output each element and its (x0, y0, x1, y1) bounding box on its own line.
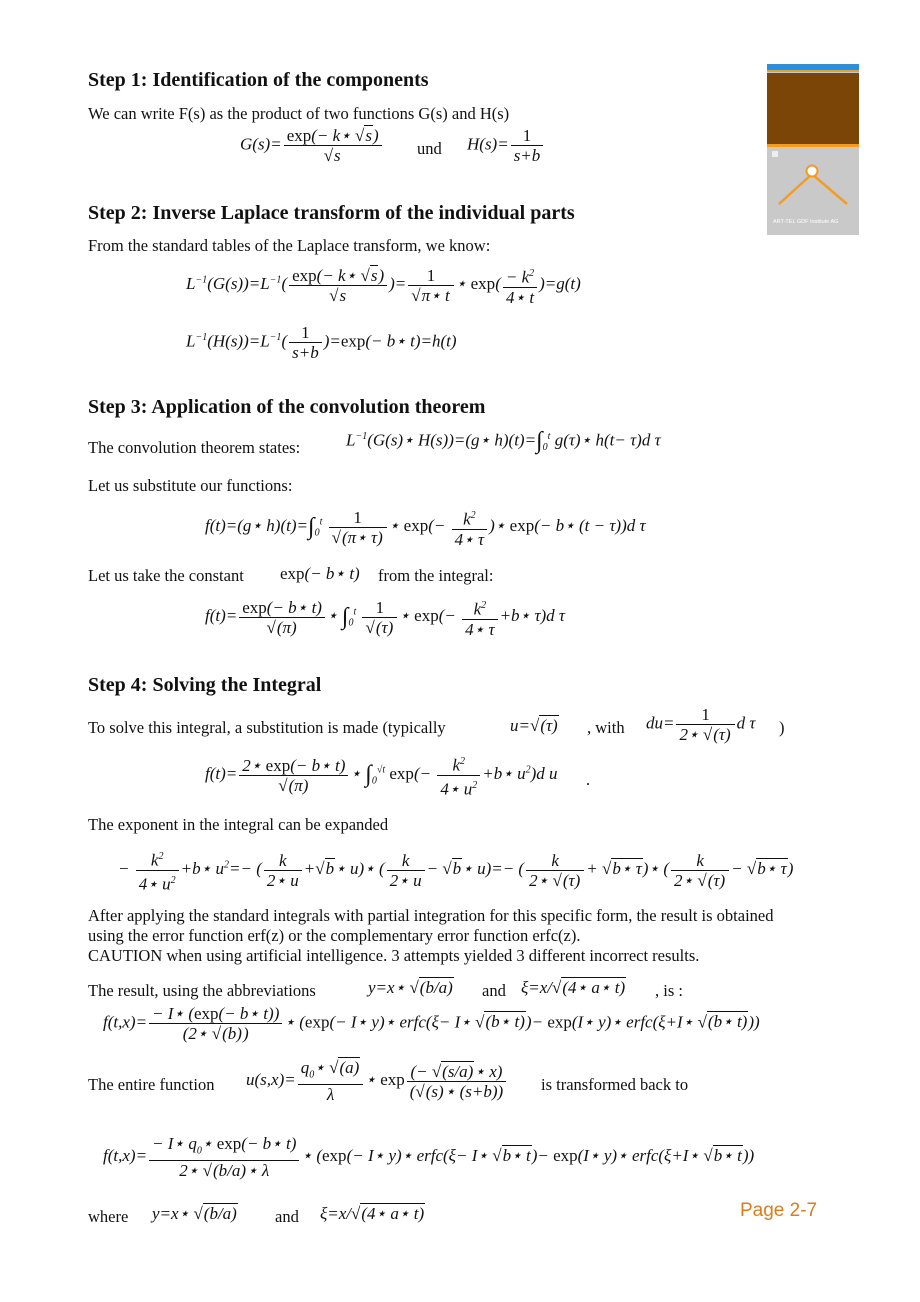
substitute-text: Let us substitute our functions: (88, 476, 293, 495)
constant-text-pre: Let us take the constant (88, 566, 244, 585)
logo-caption: ART-TEL GDF Institute AG (773, 219, 839, 225)
company-logo (767, 64, 859, 235)
logo-roof-icon (767, 147, 859, 217)
formula-inverse-g: $L^{-1}(G(s))=L^{-1}$( $\frac{\exp(- k⋆ √s)}{√s}$ )= $\frac{1}{√\pi⋆ t}$ ⋆ exp( $\frac{- k^2}{4⋆ t}$ )=g(t) (186, 265, 581, 307)
formula-f-substituted: f(t)= $\frac{2⋆ \exp(- b⋆ t)}{√(\pi)}$ ⋆ $\int_0^{√t}$ exp(− $\frac{k^2}{4⋆ u^2}$ +b⋆ $u^2)d$ u (205, 752, 558, 798)
formula-inverse-h: $L^{-1}(H(s))=L^{-1}$( $\frac{1}{s+b}$ )=exp(− b⋆ t)=h(t) (186, 323, 457, 362)
formula-exponent-expansion: − $\frac{k^2}{4⋆ u^2}$ +b⋆ $u^2=-$ ( $\frac{k}{2⋆ u}$ +√b⋆ u)⋆ ( $\frac{k}{2⋆ u}$ − √b⋆ u)=− ( $\frac{k}{2⋆ √(\tau)}$ + √b⋆ τ)⋆ ( $\frac{k}{2⋆ √(\tau)}$ − √b⋆ τ) (118, 847, 793, 893)
result-and-text: and (482, 981, 506, 1000)
convolution-states-text: The convolution theorem states: (88, 438, 301, 457)
page-number: Page 2-7 (740, 1200, 818, 1221)
formula-g-of-s: G(s)= $\frac{\exp(- k⋆ √s)}{√s}$ (240, 126, 384, 165)
step4-heading: Step 4: Solving the Integral (88, 674, 322, 696)
formula-where-xi: ξ=x/√(4⋆ a⋆ t) (320, 1204, 425, 1223)
result-text-pre: The result, using the abbreviations (88, 981, 316, 1000)
close-paren-text: ) (779, 718, 785, 737)
constant-text-post: from the integral: (378, 566, 494, 585)
formula-abbrev-y: y=x⋆ √(b/a) (368, 978, 453, 997)
step1-text: We can write F(s) as the product of two functions G(s) and H(s) (88, 104, 510, 123)
paragraph-error-function: After applying the standard integrals with partial integration for this specific form, the result is obtained using the error function erf(z) or the complementary error function erfc(z). (88, 906, 774, 945)
period-text: . (586, 770, 591, 789)
formula-constant: exp(− b⋆ t) (280, 564, 360, 583)
with-text: , with (587, 718, 625, 737)
formula-h-of-s: H(s)= $\frac{1}{s+b}$ (467, 126, 545, 165)
step1-heading: Step 1: Identification of the components (88, 69, 429, 91)
formula-where-y: y=x⋆ √(b/a) (152, 1204, 237, 1223)
paragraph-caution: CAUTION when using artificial intelligence. 3 attempts yielded 3 different incorrect results. (88, 946, 700, 965)
step3-heading: Step 3: Application of the convolution theorem (88, 396, 486, 418)
formula-u-sx: u(s,x)= $\frac{q_0⋆ √(a)}{\lambda}$ ⋆ exp $\frac{(- √(s/a)⋆ x)}{(√(s)⋆ (s+b))}$ (246, 1058, 508, 1104)
where-text: where (88, 1207, 129, 1226)
where-and-text: and (275, 1207, 299, 1226)
step2-text: From the standard tables of the Laplace transform, we know: (88, 236, 491, 255)
substitution-text: To solve this integral, a substitution is made (typically (88, 718, 446, 737)
und-label: und (417, 139, 442, 158)
formula-u-def: u=√(τ) (510, 716, 558, 735)
logo-brown-block (767, 73, 859, 144)
formula-du-def: du= $\frac{1}{2⋆ √(\tau)}$ d τ (646, 705, 756, 744)
result-is-text: , is : (655, 981, 683, 1000)
formula-f-final: f(t,x)= $\frac{- I⋆ q_0⋆ \exp(- b⋆ t)}{2⋆ √(b/a)⋆ \lambda}$ ⋆ (exp(− I⋆ y)⋆ erfc(ξ− I⋆ √b⋆ t)− exp(I⋆ y)⋆ erfc(ξ+I⋆ √b⋆ t)) (103, 1134, 755, 1181)
entire-function-text: The entire function (88, 1075, 215, 1094)
formula-convolution-theorem: $L^{-1}(G(s)⋆$ H(s))=(g⋆ $h)(t)=\int_0^t$ g(τ)⋆ h(t− τ)d τ (346, 428, 661, 454)
formula-abbrev-xi: ξ=x/√(4⋆ a⋆ t) (521, 978, 626, 997)
formula-f-convolution: f(t)=(g⋆ $h)(t)=\int_0^t$ $\frac{1}{√(\pi⋆ \tau)}$ ⋆ exp(− $\frac{k^2}{4⋆ \tau}$ )⋆ exp(− b⋆ (t − τ))d τ (205, 507, 646, 549)
formula-f-constant-out: f(t)= $\frac{\exp(- b⋆ t)}{√(\pi)}$ ⋆ $\int_0^t$ $\frac{1}{√(\tau)}$ ⋆ exp(− $\frac{k^2}{4⋆ \tau}$ +b⋆ τ)d τ (205, 597, 566, 639)
transformed-back-text: is transformed back to (541, 1075, 689, 1094)
step2-heading: Step 2: Inverse Laplace transform of the individual parts (88, 202, 575, 224)
formula-f-result: f(t,x)= $\frac{- I⋆ (\exp(- b⋆ t))}{(2⋆ √(b))}$ ⋆ (exp(− I⋆ y)⋆ erfc(ξ− I⋆ √(b⋆ t))− exp(I⋆ y)⋆ erfc(ξ+I⋆ √(b⋆ t))) (103, 1004, 760, 1043)
exponent-expanded-text: The exponent in the integral can be expanded (88, 815, 389, 834)
logo-orange-bar (767, 70, 859, 72)
